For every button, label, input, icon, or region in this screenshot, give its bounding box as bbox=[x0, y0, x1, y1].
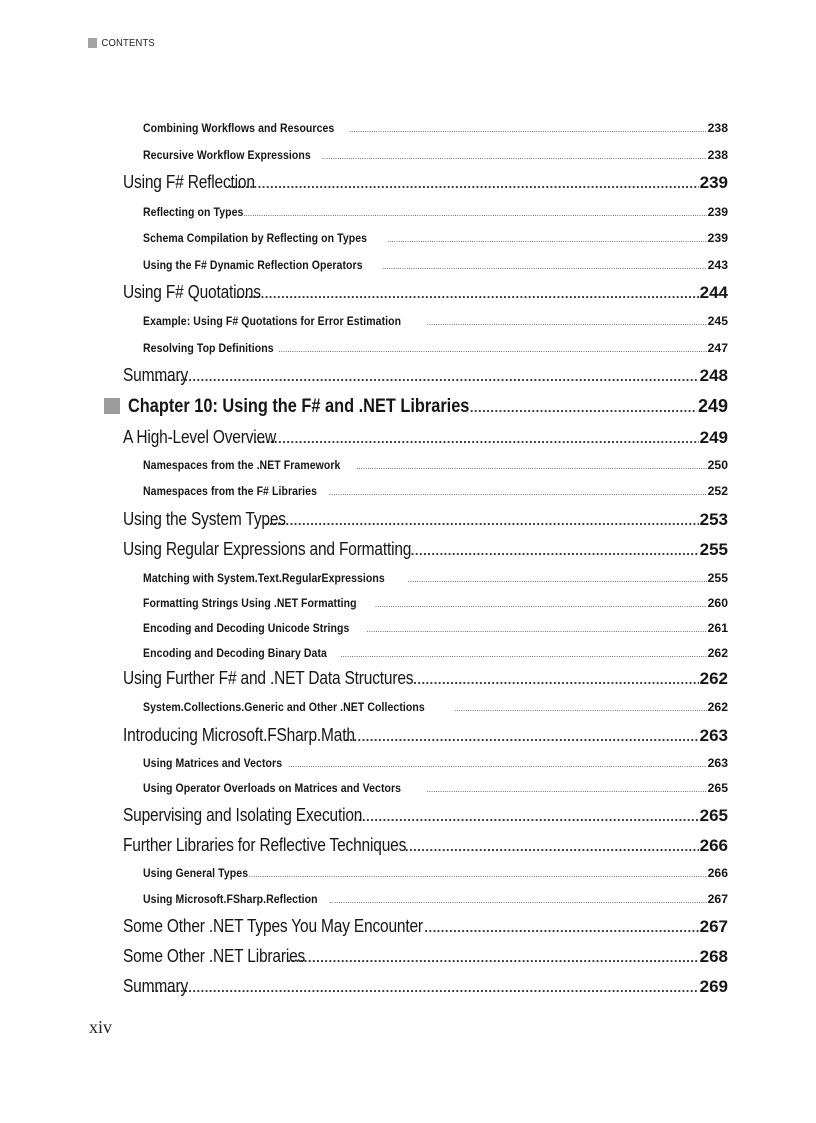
toc-entry-page: 265 bbox=[699, 806, 728, 825]
toc-entry[interactable] bbox=[0, 457, 728, 473]
leader-dots bbox=[265, 509, 699, 533]
toc-entry[interactable] bbox=[0, 507, 728, 531]
toc-entry-label: Reflecting on Types bbox=[143, 205, 244, 219]
page-number: xiv bbox=[89, 1017, 113, 1037]
toc-entry-page: 260 bbox=[707, 596, 728, 610]
toc-entry[interactable] bbox=[0, 974, 728, 998]
toc-entry[interactable] bbox=[0, 363, 728, 387]
leader-dots bbox=[253, 427, 698, 451]
leader-dots bbox=[340, 647, 706, 663]
toc-entry-label: Further Libraries for Reflective Techniques bbox=[123, 835, 407, 855]
leader-dots bbox=[236, 282, 699, 306]
toc-entry-page: 266 bbox=[707, 866, 728, 880]
leader-dots bbox=[454, 701, 707, 717]
toc-entry-label: Using Matrices and Vectors bbox=[143, 756, 283, 770]
leader-dots bbox=[354, 805, 699, 829]
toc-entry-label: Using Microsoft.FSharp.Reflection bbox=[143, 892, 318, 906]
toc-entry-label: Namespaces from the F# Libraries bbox=[143, 484, 318, 498]
toc-entry-label: Combining Workflows and Resources bbox=[143, 121, 335, 135]
leader-dots bbox=[366, 622, 706, 638]
toc-entry[interactable] bbox=[0, 147, 728, 163]
leader-dots bbox=[427, 315, 707, 331]
leader-dots bbox=[249, 867, 707, 883]
toc-entry-page: 266 bbox=[699, 836, 728, 855]
toc-entry[interactable] bbox=[0, 620, 728, 636]
toc-entry[interactable] bbox=[0, 340, 728, 356]
leader-dots bbox=[229, 172, 699, 196]
toc-entry[interactable] bbox=[0, 537, 728, 561]
toc-entry-label: Encoding and Decoding Binary Data bbox=[143, 646, 327, 660]
leader-dots bbox=[408, 572, 707, 588]
toc-entry-page: 262 bbox=[707, 646, 728, 660]
toc-chapter-entry[interactable] bbox=[0, 393, 728, 419]
toc-entry-label: Summary bbox=[123, 976, 189, 996]
toc-entry[interactable] bbox=[0, 230, 728, 246]
toc-entry[interactable] bbox=[0, 483, 728, 499]
toc-entry-page: 239 bbox=[707, 231, 728, 245]
toc-entry-label: Summary bbox=[123, 365, 189, 385]
section-marker-icon bbox=[88, 38, 97, 48]
leader-dots bbox=[345, 725, 698, 749]
toc-entry-page: 253 bbox=[699, 510, 728, 529]
toc-entry[interactable] bbox=[0, 914, 728, 938]
leader-dots bbox=[151, 365, 698, 389]
toc-entry[interactable] bbox=[0, 313, 728, 329]
toc-entry[interactable] bbox=[0, 944, 728, 968]
leader-dots bbox=[424, 916, 698, 940]
toc-entry-label: Using Operator Overloads on Matrices and Vectors bbox=[143, 781, 402, 795]
toc-entry-label: Supervising and Isolating Execution bbox=[123, 805, 363, 825]
leader-dots bbox=[411, 539, 699, 563]
toc-entry-label: Resolving Top Definitions bbox=[143, 341, 274, 355]
chapter-marker-icon bbox=[104, 398, 120, 414]
toc-entry-page: 248 bbox=[699, 366, 728, 385]
toc-entry-page: 249 bbox=[699, 428, 728, 447]
toc-entry-label: Formatting Strings Using .NET Formatting bbox=[143, 596, 357, 610]
leader-dots bbox=[427, 782, 707, 798]
toc-entry[interactable] bbox=[0, 170, 728, 194]
toc-entry-page: 268 bbox=[699, 947, 728, 966]
leader-dots bbox=[387, 232, 707, 248]
toc-entry-page: 263 bbox=[707, 756, 728, 770]
toc-entry-page: 252 bbox=[707, 484, 728, 498]
toc-entry[interactable] bbox=[0, 257, 728, 273]
leader-dots bbox=[405, 835, 699, 859]
toc-entry-page: 239 bbox=[707, 205, 728, 219]
toc-entry-label: Using F# Quotations bbox=[123, 282, 261, 302]
toc-entry-page: 238 bbox=[707, 121, 728, 135]
toc-entry[interactable] bbox=[0, 425, 728, 449]
toc-entry-page: 262 bbox=[699, 669, 728, 688]
toc-entry[interactable] bbox=[0, 755, 728, 771]
toc-entry-page: 239 bbox=[699, 173, 728, 192]
toc-entry-page: 262 bbox=[707, 700, 728, 714]
toc-entry-page: 243 bbox=[707, 258, 728, 272]
leader-dots bbox=[288, 757, 706, 773]
toc-entry-page: 255 bbox=[707, 571, 728, 585]
toc-entry[interactable] bbox=[0, 865, 728, 881]
leader-dots bbox=[322, 149, 707, 165]
leader-dots bbox=[278, 342, 706, 358]
toc-entry-label: Using F# Reflection bbox=[123, 172, 255, 192]
toc-entry-label: Recursive Workflow Expressions bbox=[143, 148, 311, 162]
toc-entry-label: Encoding and Decoding Unicode Strings bbox=[143, 621, 350, 635]
toc-entry-label: Introducing Microsoft.FSharp.Math bbox=[123, 725, 355, 745]
toc-entry-page: 250 bbox=[707, 458, 728, 472]
toc-entry-label: Using Regular Expressions and Formatting bbox=[123, 539, 412, 559]
running-header bbox=[88, 36, 155, 50]
leader-dots bbox=[329, 485, 707, 501]
toc-entry-page: 267 bbox=[707, 892, 728, 906]
toc-entry-label: Some Other .NET Libraries bbox=[123, 946, 306, 966]
toc-entry[interactable] bbox=[0, 666, 728, 690]
toc-entry[interactable] bbox=[0, 723, 728, 747]
toc-entry-label: Using General Types bbox=[143, 866, 249, 880]
header-section-label: CONTENTS bbox=[101, 37, 155, 49]
toc-entry-page: 244 bbox=[699, 283, 728, 302]
leader-dots bbox=[356, 459, 707, 475]
leader-dots bbox=[375, 597, 707, 613]
leader-dots bbox=[330, 893, 707, 909]
toc-entry-label: Using the F# Dynamic Reflection Operators bbox=[143, 258, 363, 272]
toc-entry-page: 261 bbox=[707, 621, 728, 635]
toc-entry[interactable] bbox=[0, 280, 728, 304]
toc-entry-page: 269 bbox=[699, 977, 728, 996]
leader-dots bbox=[382, 259, 707, 275]
toc-entry[interactable] bbox=[0, 120, 728, 136]
toc-entry-label: Namespaces from the .NET Framework bbox=[143, 458, 341, 472]
toc-entry-label: Using Further F# and .NET Data Structures bbox=[123, 668, 414, 688]
toc-entry-page: 249 bbox=[697, 396, 728, 416]
toc-entry-label: Matching with System.Text.RegularExpressions bbox=[143, 571, 385, 585]
chapter-marker bbox=[104, 398, 120, 414]
toc-entry-page: 267 bbox=[699, 917, 728, 936]
leader-dots bbox=[349, 122, 707, 138]
leader-dots bbox=[243, 206, 706, 222]
leader-dots bbox=[413, 668, 698, 692]
toc-entry[interactable] bbox=[0, 803, 728, 827]
toc-entry-page: 265 bbox=[707, 781, 728, 795]
toc-entry[interactable] bbox=[0, 780, 728, 796]
toc-entry-page: 255 bbox=[699, 540, 728, 559]
toc-entry[interactable] bbox=[0, 891, 728, 907]
toc-entry[interactable] bbox=[0, 645, 728, 661]
leader-dots bbox=[151, 976, 698, 1000]
toc-entry-label: System.Collections.Generic and Other .NET Collections bbox=[143, 700, 425, 714]
toc-entry-label: Schema Compilation by Reflecting on Types bbox=[143, 231, 368, 245]
toc-entry-label: Example: Using F# Quotations for Error Estimation bbox=[143, 314, 402, 328]
toc-entry-label: Using the System Types bbox=[123, 509, 286, 529]
toc-entry-page: 247 bbox=[707, 341, 728, 355]
toc-entry-page: 238 bbox=[707, 148, 728, 162]
toc-entry-page: 263 bbox=[699, 726, 728, 745]
toc-entry[interactable] bbox=[0, 833, 728, 857]
toc-entry-label: Chapter 10: Using the F# and .NET Libraries bbox=[128, 396, 470, 417]
toc-entry[interactable] bbox=[0, 699, 728, 715]
toc-entry-label: A High-Level Overview bbox=[123, 427, 276, 447]
toc-entry-page: 245 bbox=[707, 314, 728, 328]
toc-entry-label: Some Other .NET Types You May Encounter bbox=[123, 916, 423, 936]
leader-dots bbox=[470, 395, 697, 421]
toc-entry[interactable] bbox=[0, 204, 728, 220]
toc-entry[interactable] bbox=[0, 570, 728, 586]
leader-dots bbox=[287, 946, 698, 970]
toc-entry[interactable] bbox=[0, 595, 728, 611]
